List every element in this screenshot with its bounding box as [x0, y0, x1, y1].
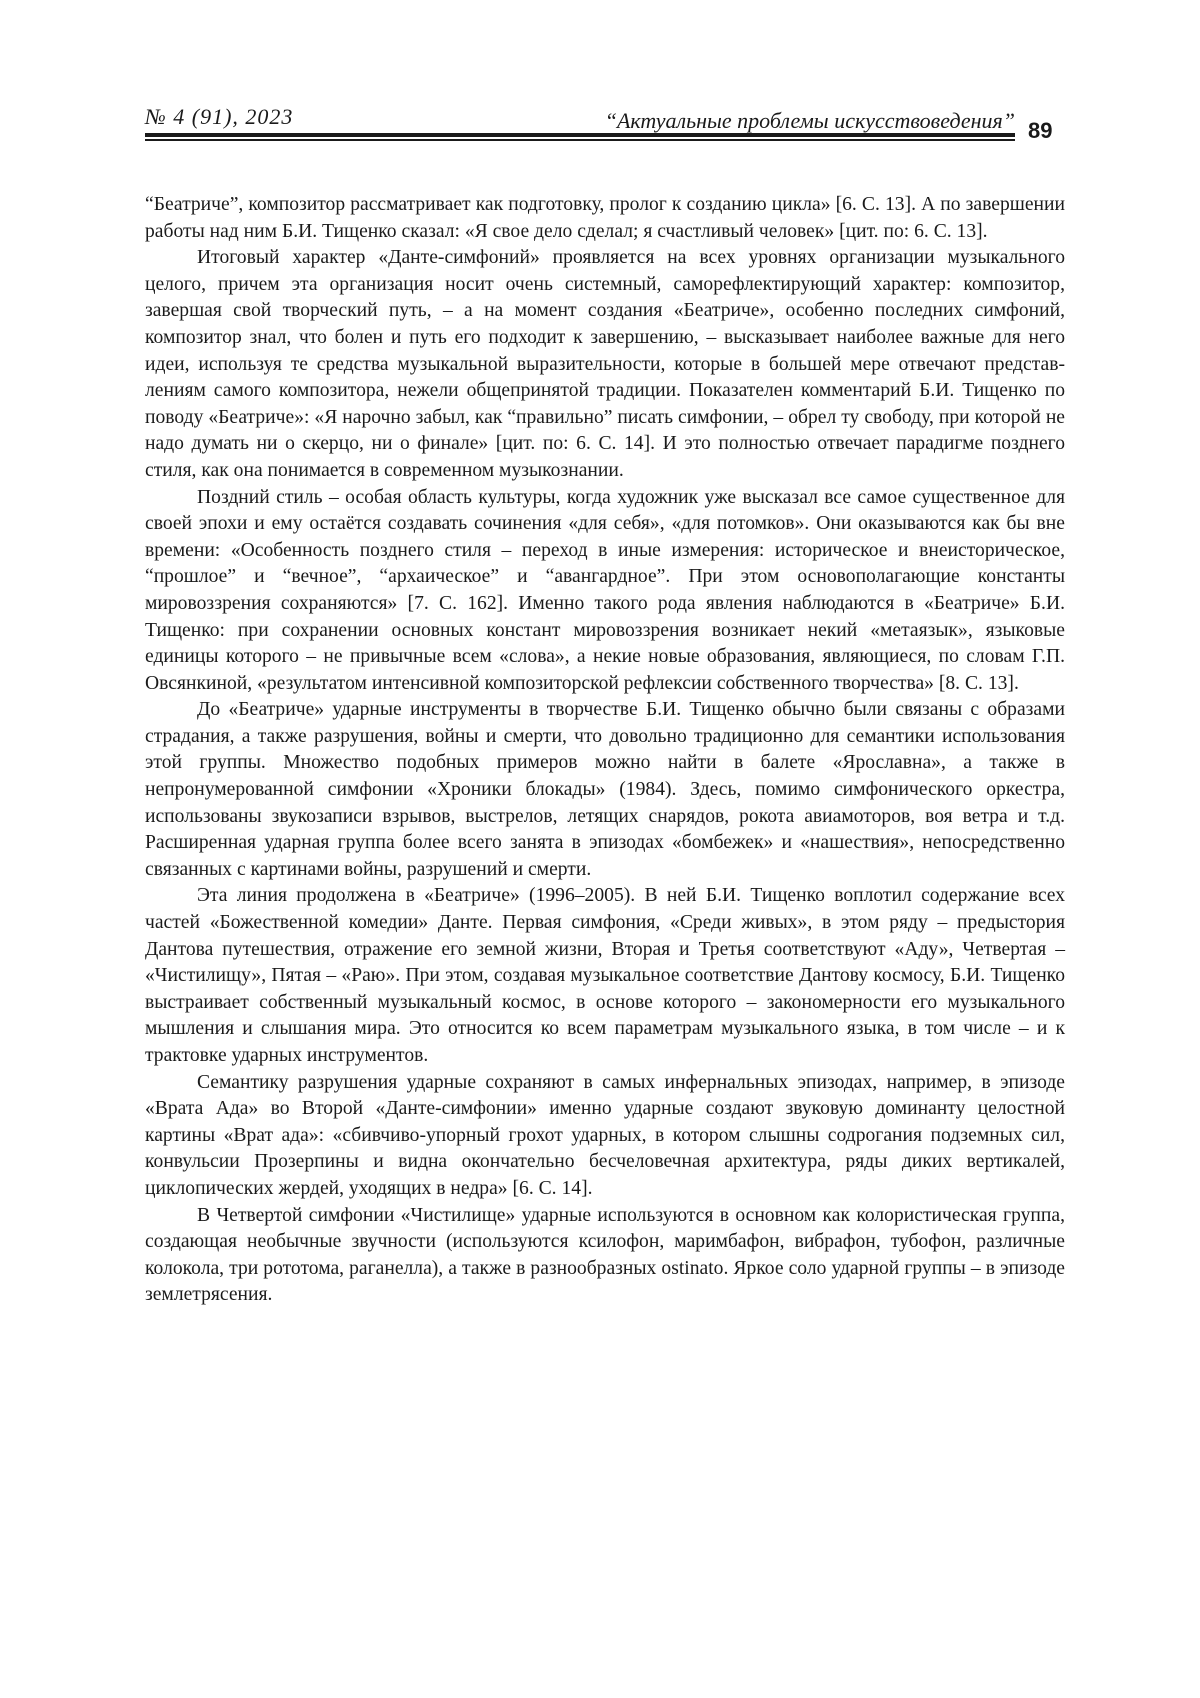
paragraph-6: Семантику разрушения ударные сохраняют в самых инфернальных эпизодах, на­пример, в эпизоде «Врата Ада» во Второй «Данте-симфонии» именно ударные создают звуковую доминанту целостной картины «Врат ада»: «сбивчиво-упорный грохот ударных, в котором слышны содрогания подземных сил, конвульсии Прозерпины и видна оконча­тельно бесчеловечная архитектура, ряды диких вертикалей, циклопических жердей, ухо­дящих в недра» [6. С. 14].	[145, 1070, 1065, 1203]
paragraph-5: Эта линия продолжена в «Беатриче» (1996–2005). В ней Б.И. Тищенко воплотил содержание всех частей «Божественной комедии» Данте. Первая симфония, «Среди живых», в этом ряду – предыстория Дантова путешествия, отражение его земной жиз­ни, Вторая и Третья соответствуют «Аду», Четвертая – «Чистилищу», Пятая – «Раю». При этом, создавая музыкальное соответствие Дантову космосу, Б.И. Тищенко выстра­ивает собственный музыкальный космос, в основе которого – закономерности его музыкального мышления и слышания мира. Это относится ко всем параметрам музы­кального языка, в том числе – и к трактовке ударных инструментов.	[145, 883, 1065, 1069]
issue-number: № 4 (91), 2023	[145, 104, 293, 130]
paragraph-2: Итоговый характер «Данте-симфоний» проявляется на всех уровнях организации музыкального целого, причем эта организация носит очень системный, саморефлекти­рующий характер: композитор, завершая свой творческий путь, – а на момент созда­ния «Беатриче», особенно последних симфоний, композитор знал, что болен и путь его подходит к завершению, – высказывает наиболее важные для него идеи, используя те средства музыкальной выразительности, которые в большей мере отвечают представ­лениям самого композитора, нежели общепринятой традиции. Показателен комментарий Б.И. Тищенко по поводу «Беатриче»: «Я нарочно забыл, как “правильно” писать сим­фонии, – обрел ту свободу, при которой не надо думать ни о скерцо, ни о финале» [цит. по: 6. С. 14]. И это полностью отвечает парадигме позднего стиля, как она понимает­ся в современном музыкознании.	[145, 245, 1065, 484]
header-rule-thick	[145, 133, 1015, 137]
page-number: 89	[1028, 118, 1052, 144]
paragraph-7: В Четвертой симфонии «Чистилище» ударные используются в основном как колористическая группа, создающая необычные звучности (используются ксилофон, маримбафон, вибрафон, тубофон, различные колокола, три рототома, раганелла), а так­же в разнообразных ostinato. Яркое соло ударной группы – в эпизоде землетрясения.	[145, 1203, 1065, 1309]
paragraph-1: “Беатриче”, композитор рассматривает как подготовку, пролог к созданию цикла» [6. С. 13]. А по завершении работы над ним Б.И. Тищенко сказал: «Я свое дело сделал; я счастливый человек» [цит. по: 6. С. 13].	[145, 192, 1065, 245]
paragraph-4: До «Беатриче» ударные инструменты в творчестве Б.И. Тищенко обычно были свя­заны с образами страдания, а также разрушения, войны и смерти, что довольно тра­диционно для семантики использования этой группы. Множество подобных примеров можно найти в балете «Ярославна», а также в непронумерованной симфонии «Хроники блокады» (1984). Здесь, помимо симфонического оркестра, использованы звукозаписи взрывов, выстрелов, летящих снарядов, рокота авиамоторов, воя ветра и т.д. Расши­ренная ударная группа более всего занята в эпизодах «бомбежек» и «нашествия», не­посредственно связанных с картинами войны, разрушений и смерти.	[145, 697, 1065, 883]
article-body	[145, 192, 1065, 1309]
paragraph-3: Поздний стиль – особая область культуры, когда художник уже высказал все самое существенное для своей эпохи и ему остаётся создавать сочинения «для себя», «для потомков». Они оказываются как бы вне времени: «Особенность позднего стиля – переход в иные измерения: историческое и внеисторическое, “прошлое” и “вечное”, “ар­хаическое” и “авангардное”. При этом основополагающие константы мировоззрения со­храняются» [7. С. 162]. Именно такого рода явления наблюдаются в «Беатриче» Б.И. Тищенко: при сохранении основных констант мировоззрения возникает некий «метаязык», языковые единицы которого – не привычные всем «слова», а некие новые образования, являющиеся, по словам Г.П. Овсянкиной, «результатом интенсивной ком­позиторской рефлексии собственного творчества» [8. С. 13].	[145, 485, 1065, 698]
header-rule-thin	[145, 139, 1015, 141]
journal-title: “Актуальные проблемы искусствоведения”	[605, 108, 1015, 134]
